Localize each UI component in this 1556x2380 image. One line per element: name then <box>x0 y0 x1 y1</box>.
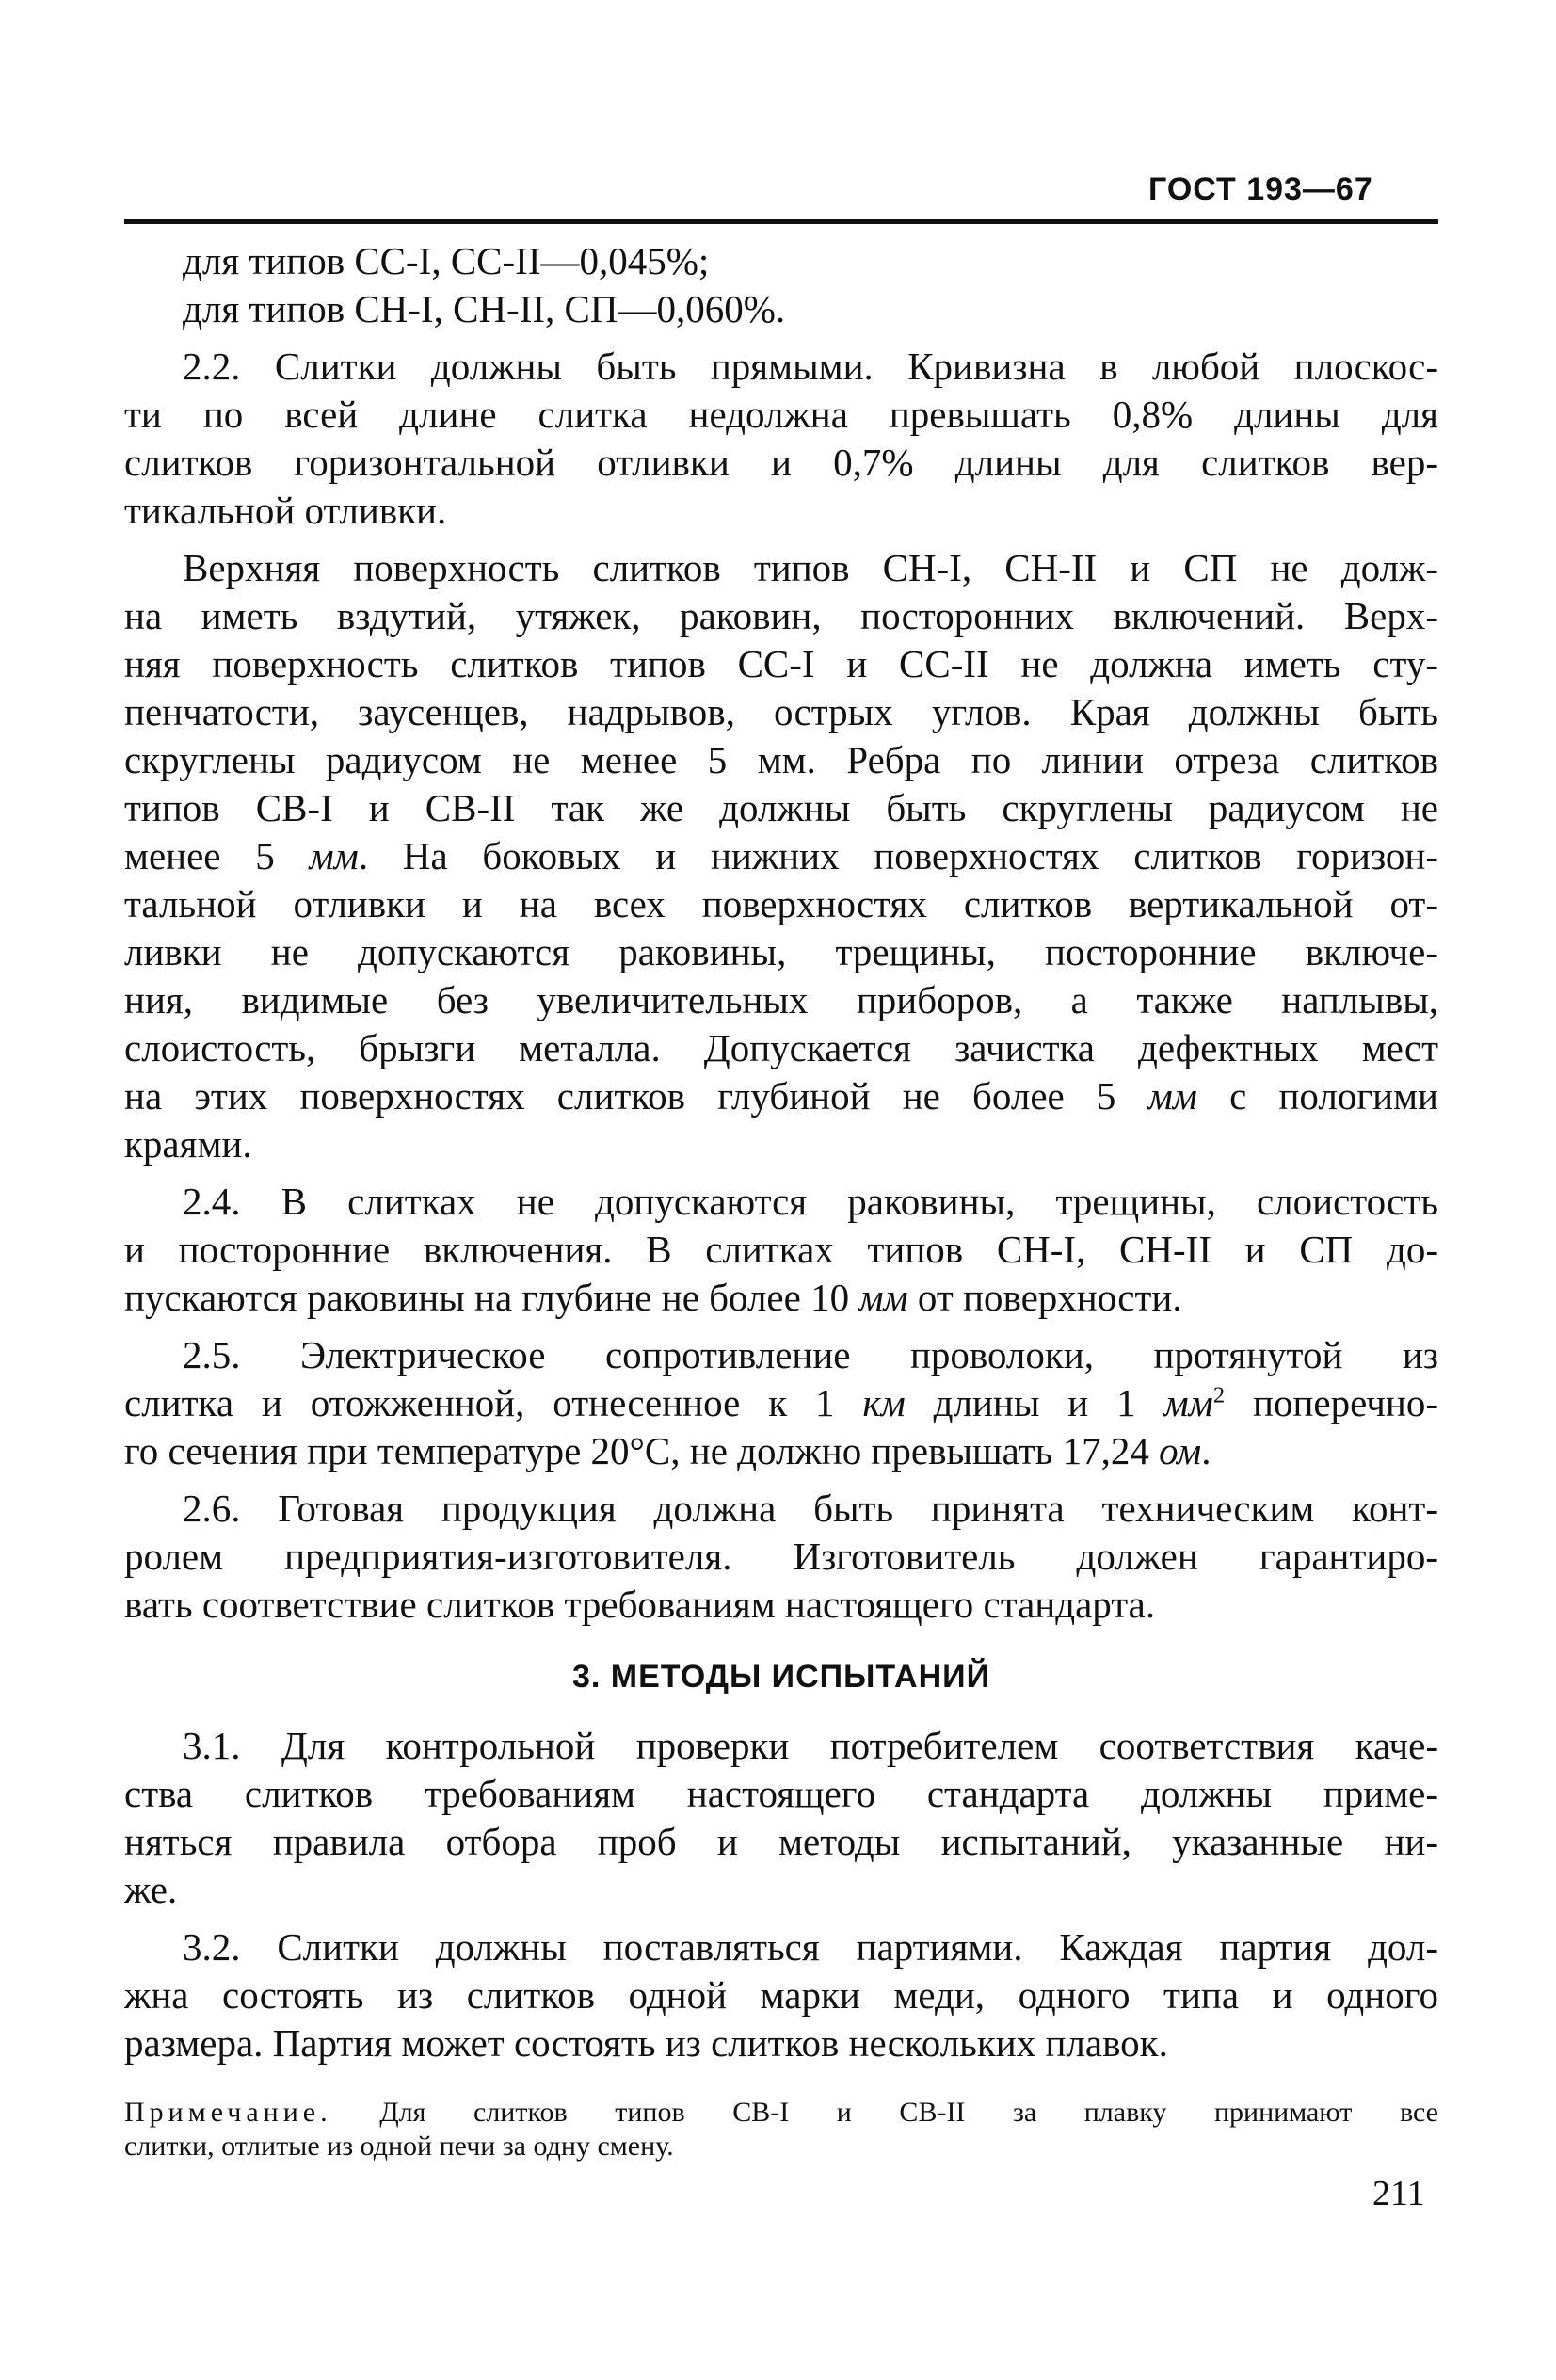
text-run: . <box>1201 1429 1211 1472</box>
text-line: тальной отливки и на всех поверхностях слитков вертикальной от- <box>124 882 1438 925</box>
text-line: скруглены радиусом не менее 5 мм. Ребра по линии отреза слитков <box>124 738 1438 781</box>
text-line: 2.4. В слитках не допускаются раковины, трещины, слоистость <box>183 1180 1438 1223</box>
body-text <box>124 237 1438 2067</box>
text-line: няя поверхность слитков типов СС-I и СС-II не должна иметь сту- <box>124 642 1438 685</box>
paragraph-2-2 <box>124 343 1438 535</box>
footnote <box>124 2096 1438 2163</box>
superscript: 2 <box>1212 1382 1226 1408</box>
unit-text: мм <box>858 1276 908 1319</box>
text-line: 3.1. Для контрольной проверки потребителем соответствия каче- <box>183 1724 1438 1767</box>
text-run: менее 5 <box>124 834 310 877</box>
header-rule <box>124 219 1438 224</box>
text-line: и посторонние включения. В слитках типов СН-I, СН-II и СП до- <box>124 1228 1438 1271</box>
note-label: Примечание. <box>124 2097 332 2128</box>
text-run: поперечно- <box>1225 1381 1438 1424</box>
text-run: на этих поверхностях слитков глубиной не более 5 <box>124 1074 1148 1118</box>
text-line: 2.2. Слитки должны быть прямыми. Кривизна в любой плоскос- <box>183 345 1438 388</box>
unit-text: км <box>862 1381 906 1424</box>
text-line: няться правила отбора проб и методы испытаний, указанные ни- <box>124 1820 1438 1863</box>
page-number: 211 <box>1372 2174 1425 2213</box>
text-line: ства слитков требованиям настоящего стандарта должны приме- <box>124 1772 1438 1815</box>
text-line: 3.2. Слитки должны поставляться партиями. Каждая партия дол- <box>183 1925 1438 1969</box>
text-run: длины и 1 <box>905 1381 1164 1424</box>
text-line <box>124 1072 1438 1120</box>
unit-text: ом <box>1159 1429 1202 1472</box>
text-line: слитков горизонтальной отливки и 0,7% длины для слитков вер- <box>124 441 1438 484</box>
unit-text: мм <box>309 834 359 877</box>
text-line: для типов СС-I, СС-II—0,045%; <box>183 239 710 282</box>
text-line: для типов СН-I, СН-II, СП—0,060%. <box>183 287 786 330</box>
text-run: от поверхности. <box>907 1276 1182 1319</box>
text-line <box>124 832 1438 880</box>
text-run: го сечения при температуре 20°С, не должно превышать 17,24 <box>124 1429 1160 1472</box>
text-line: тикальной отливки. <box>124 489 447 532</box>
text-line: вать соответствие слитков требованиям настоящего стандарта. <box>124 1583 1156 1626</box>
text-run: с пологими <box>1196 1074 1438 1118</box>
text-line: ния, видимые без увеличительных приборов, а также наплывы, <box>124 978 1438 1021</box>
text-line <box>124 1379 1438 1427</box>
text-line: на иметь вздутий, утяжек, раковин, посторонних включений. Верх- <box>124 594 1438 637</box>
text-line: же. <box>124 1868 178 1911</box>
paragraph-2-4 <box>124 1178 1438 1322</box>
text-line: ролем предприятия-изготовителя. Изготовитель должен гарантиро- <box>124 1535 1438 1578</box>
note-line: слитки, отлитые из одной печи за одну смену. <box>124 2131 674 2162</box>
text-run: слитка и отожженной, отнесенное к 1 <box>124 1381 863 1424</box>
note-line <box>124 2096 1438 2130</box>
unit-text: мм <box>1147 1074 1197 1118</box>
text-line: пенчатости, заусенцев, надрывов, острых углов. Края должны быть <box>124 690 1438 733</box>
text-line: ливки не допускаются раковины, трещины, посторонние включе- <box>124 930 1438 973</box>
text-line: Верхняя поверхность слитков типов СН-I, СН-II и СП не долж- <box>183 546 1438 589</box>
text-run: пускаются раковины на глубине не более 10 <box>124 1276 859 1319</box>
text-run: . На боковых и нижних поверхностях слитков горизон- <box>358 834 1438 877</box>
paragraph-2-5 <box>124 1331 1438 1475</box>
section-heading: 3. МЕТОДЫ ИСПЫТАНИЙ <box>572 1659 990 1695</box>
unit-text: мм <box>1163 1381 1213 1424</box>
text-line: 2.6. Готовая продукция должна быть принята техническим конт- <box>183 1487 1438 1530</box>
paragraph-2-3 <box>124 544 1438 1168</box>
text-line: размера. Партия может состоять из слитков нескольких плавок. <box>124 2021 1168 2065</box>
text-line <box>124 1274 1438 1322</box>
note-text: Для слитков типов СВ-I и СВ-II за плавку принимают все <box>331 2097 1438 2128</box>
text-line: ти по всей длине слитка недолжна превышать 0,8% длины для <box>124 393 1438 436</box>
text-line: типов СВ-I и СВ-II так же должны быть скруглены радиусом не <box>124 786 1438 829</box>
paragraph-3-1 <box>124 1722 1438 1914</box>
text-line: жна состоять из слитков одной марки меди, одного типа и одного <box>124 1973 1438 2017</box>
page-header: ГОСТ 193—67 <box>1148 171 1373 207</box>
text-line: краями. <box>124 1122 252 1166</box>
text-line <box>124 1427 1438 1475</box>
paragraph-2-6 <box>124 1485 1438 1629</box>
text-line: слоистость, брызги металла. Допускается зачистка дефектных мест <box>124 1026 1438 1069</box>
text-line: 2.5. Электрическое сопротивление проволоки, протянутой из <box>183 1333 1438 1376</box>
paragraph-3-2 <box>124 1923 1438 2067</box>
